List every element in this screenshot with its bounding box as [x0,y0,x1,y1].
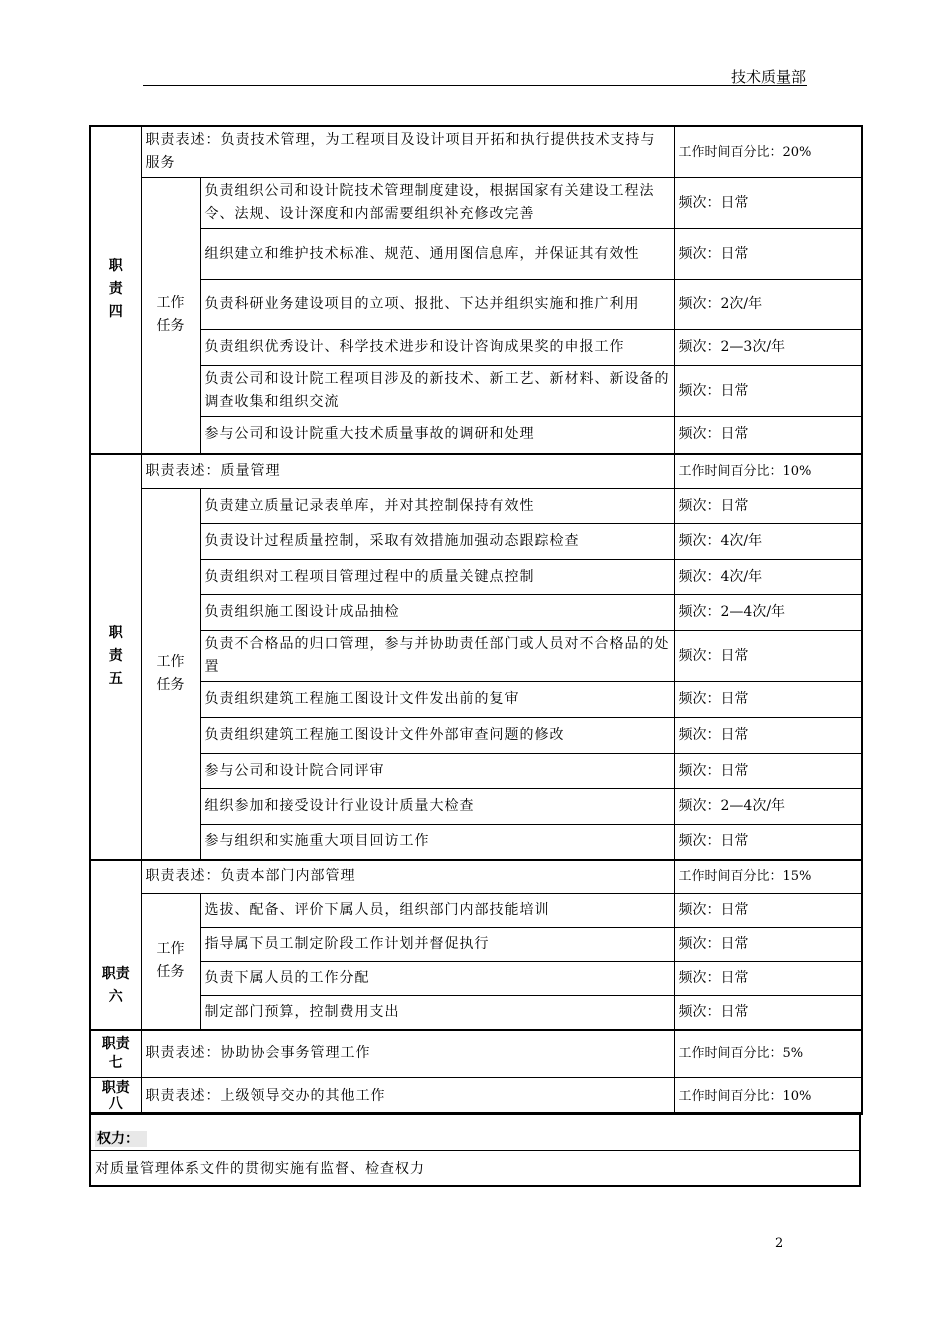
task-frequency: 频次：2—3次/年 [674,330,862,366]
duty-5-summary-row [90,454,862,489]
page-number: 2 [775,1236,784,1251]
task-frequency: 频次：日常 [674,631,862,682]
task-frequency: 频次：日常 [674,229,862,280]
task-text: 负责组织优秀设计、科学技术进步和设计咨询成果奖的申报工作 [200,330,674,366]
task-row [90,789,862,825]
task-frequency: 频次：2—4次/年 [674,595,862,631]
task-row [90,595,862,631]
task-frequency: 频次：日常 [674,894,862,928]
task-text: 选拔、配备、评价下属人员，组织部门内部技能培训 [200,894,674,928]
authority-text: 对质量管理体系文件的贯彻实施有监督、检查权力 [90,1151,860,1187]
duty-8-label: 职责 八 [90,1078,141,1115]
header-department: 技术质量部 [730,68,806,86]
duty-5-label: 职 责 五 [90,454,141,860]
duty-8-time-percent: 工作时间百分比：10% [674,1078,862,1115]
duty-8-row [90,1078,862,1115]
task-text: 负责设计过程质量控制，采取有效措施加强动态跟踪检查 [200,524,674,560]
task-text: 制定部门预算，控制费用支出 [200,996,674,1030]
task-frequency: 频次：日常 [674,962,862,996]
task-frequency: 频次：日常 [674,996,862,1030]
task-text: 参与公司和设计院合同评审 [200,754,674,789]
task-text: 负责组织施工图设计成品抽检 [200,595,674,631]
duty-7-label: 职责 七 [90,1030,141,1078]
task-text: 负责科研业务建设项目的立项、报批、下达并组织实施和推广利用 [200,280,674,330]
task-row [90,996,862,1030]
header-divider [143,85,807,86]
task-row [90,280,862,330]
task-text: 参与组织和实施重大项目回访工作 [200,825,674,860]
task-row [90,366,862,417]
authority-table [89,1112,861,1187]
task-row [90,489,862,524]
duty-5-time-percent: 工作时间百分比：10% [674,454,862,489]
task-frequency: 频次：日常 [674,928,862,962]
task-text: 负责建立质量记录表单库，并对其控制保持有效性 [200,489,674,524]
duty-4-summary-row [90,126,862,178]
task-text: 负责组织建筑工程施工图设计文件外部审查问题的修改 [200,718,674,754]
task-frequency: 频次：4次/年 [674,560,862,595]
task-frequency: 频次：日常 [674,366,862,417]
duty-6-time-percent: 工作时间百分比：15% [674,860,862,894]
task-row [90,718,862,754]
duty-7-description: 职责表述：协助协会事务管理工作 [141,1030,674,1078]
task-frequency: 频次：日常 [674,682,862,718]
task-row [90,894,862,928]
duty-4-description: 职责表述：负责技术管理，为工程项目及设计项目开拓和执行提供技术支持与服务 [141,126,674,178]
task-frequency: 频次：日常 [674,754,862,789]
task-text: 负责不合格品的归口管理，参与并协助责任部门或人员对不合格品的处置 [200,631,674,682]
duty-6-label: 职责 六 [90,860,141,1030]
task-row [90,682,862,718]
task-row [90,754,862,789]
duty-7-row [90,1030,862,1078]
duty-5-task-label: 工作 任务 [141,489,200,860]
task-row [90,178,862,229]
authority-heading: 权力： [95,1131,147,1147]
duty-6-task-label: 工作 任务 [141,894,200,1030]
task-text: 组织参加和接受设计行业设计质量大检查 [200,789,674,825]
task-row [90,631,862,682]
task-row [90,417,862,454]
task-text: 负责组织公司和设计院技术管理制度建设，根据国家有关建设工程法令、法规、设计深度和内部需要组织补充修改完善 [200,178,674,229]
task-frequency: 频次：日常 [674,825,862,860]
task-text: 指导属下员工制定阶段工作计划并督促执行 [200,928,674,962]
task-text: 负责组织对工程项目管理过程中的质量关键点控制 [200,560,674,595]
task-text: 负责下属人员的工作分配 [200,962,674,996]
task-frequency: 频次：2次/年 [674,280,862,330]
task-frequency: 频次：4次/年 [674,524,862,560]
task-row [90,330,862,366]
task-row [90,825,862,860]
duty-7-time-percent: 工作时间百分比：5% [674,1030,862,1078]
duty-4-time-percent: 工作时间百分比：20% [674,126,862,178]
task-row [90,524,862,560]
task-frequency: 频次：日常 [674,417,862,454]
task-text: 负责公司和设计院工程项目涉及的新技术、新工艺、新材料、新设备的调查收集和组织交流 [200,366,674,417]
duties-table [89,125,863,1115]
task-frequency: 频次：日常 [674,178,862,229]
task-frequency: 频次：日常 [674,718,862,754]
task-frequency: 频次：2—4次/年 [674,789,862,825]
task-text: 负责组织建筑工程施工图设计文件发出前的复审 [200,682,674,718]
duty-6-description: 职责表述：负责本部门内部管理 [141,860,674,894]
task-row [90,928,862,962]
task-text: 组织建立和维护技术标准、规范、通用图信息库，并保证其有效性 [200,229,674,280]
authority-heading-cell [90,1113,860,1151]
task-row [90,560,862,595]
duty-4-label: 职 责 四 [90,126,141,454]
duty-4-task-label: 工作 任务 [141,178,200,454]
duty-6-summary-row [90,860,862,894]
task-text: 参与公司和设计院重大技术质量事故的调研和处理 [200,417,674,454]
duty-8-description: 职责表述：上级领导交办的其他工作 [141,1078,674,1115]
duty-5-description: 职责表述：质量管理 [141,454,674,489]
task-row [90,229,862,280]
task-frequency: 频次：日常 [674,489,862,524]
task-row [90,962,862,996]
